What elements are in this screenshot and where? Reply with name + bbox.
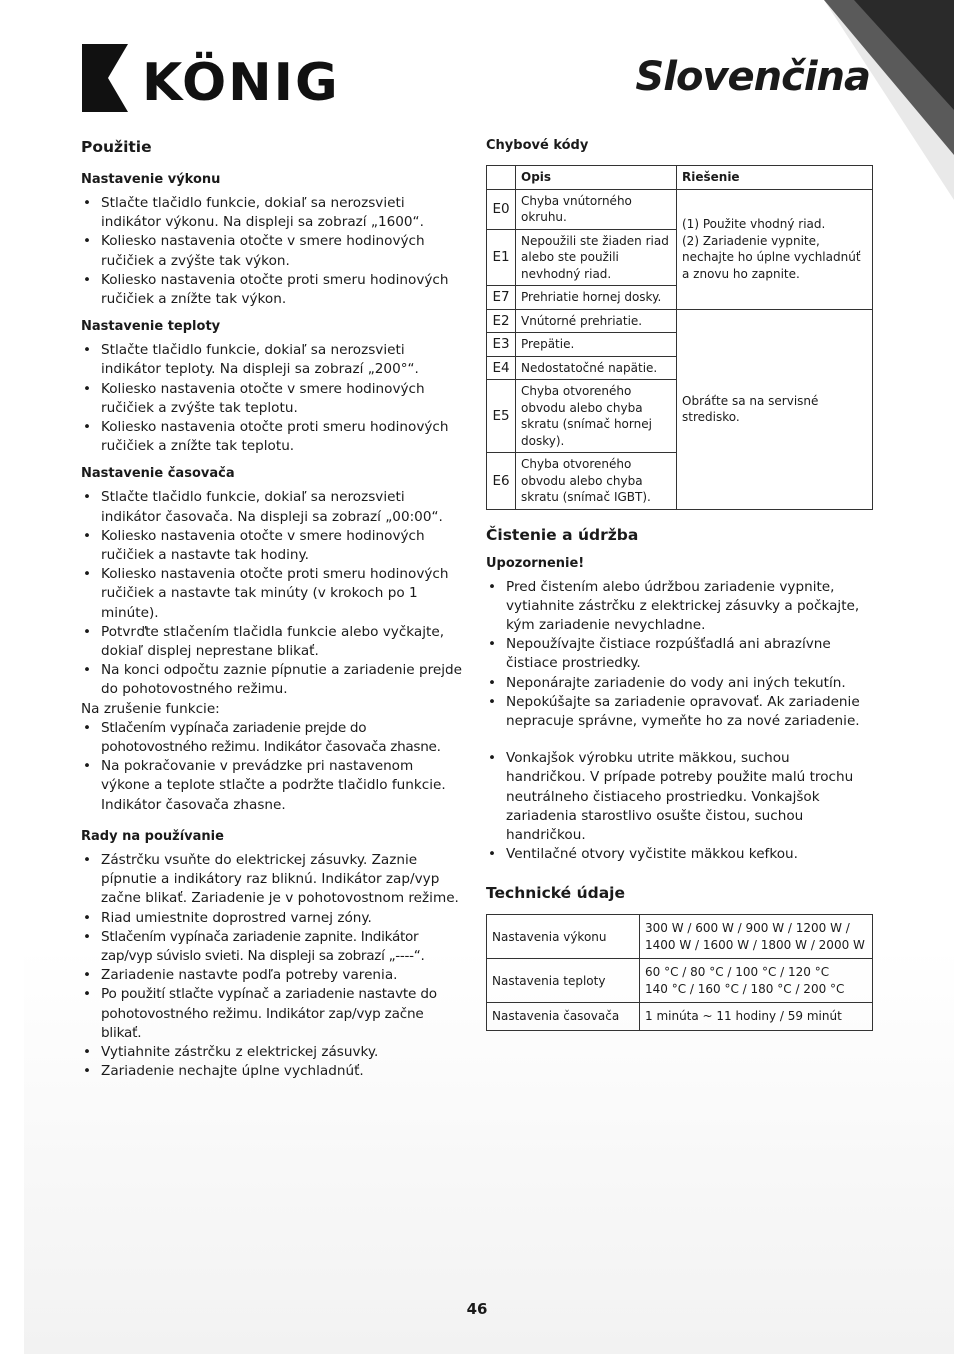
list-item: • Neponárajte zariadenie do vody ani iných tekutín. [486,674,873,693]
cleaning-title: Čistenie a údržba [486,525,639,544]
error-code: E7 [487,286,516,310]
error-desc: Prepätie. [516,333,677,357]
error-code: E2 [487,309,516,333]
list-item: • Riad umiestnite doprostred varnej zóny. [81,909,466,928]
table-row [487,1003,873,1031]
error-code: E3 [487,333,516,357]
list-item: • Stlačením vypínača zariadenie prejde do pohotovostného režimu. Indikátor časovača zhasne. [81,719,466,757]
error-desc: Nedostatočné napätie. [516,356,677,380]
error-code: E1 [487,229,516,286]
right-column [486,138,873,1031]
power-setting-title: Nastavenie výkonu [81,172,221,187]
list-item: • Koliesko nastavenia otočte v smere hodinových ručičiek a zvýšte tak výkon. [81,232,466,270]
table-row [487,189,873,229]
timer-list [81,488,466,699]
table-header-code [487,166,516,190]
brand-text: KÖNIG [142,53,340,113]
list-item: • Potvrďte stlačením tlačidla funkcie alebo vyčkajte, dokiaľ displej neprestane blikať. [81,623,466,661]
list-item: • Zástrčku vsuňte do elektrickej zásuvky. Zaznie pípnutie a indikátory raz bliknú. Indikátor zap/vyp začne blikať. Zariadenie je v pohotovostnom režime. [81,851,466,909]
table-row [487,915,873,959]
page-number: 46 [466,1300,488,1318]
cleaning-warning: Upozornenie! [486,555,585,571]
error-solution: Obráťte sa na servisné stredisko. [677,309,873,509]
list-item: • Koliesko nastavenia otočte proti smeru hodinových ručičiek a znížte tak teplotu. [81,418,466,456]
spec-label: Nastavenia teploty [487,959,640,1003]
list-item: • Stlačte tlačidlo funkcie, dokiaľ sa nerozsvieti indikátor výkonu. Na displeji sa zobrazí „1600“. [81,194,466,232]
table-header-desc: Opis [516,166,677,190]
list-item: • Ventilačné otvory vyčistite mäkkou kefkou. [486,845,873,864]
list-item: • Vonkajšok výrobku utrite mäkkou, suchou handričkou. V prípade potreby použite malú trochu neutrálneho čistiaceho prostriedku. Vonkajšok zariadenia starostlivo osušte čistou, suchou handričkou. [486,749,873,845]
table-header-row [487,166,873,190]
list-item: • Po použití stlačte vypínač a zariadenie nastavte do pohotovostného režimu. Indikátor zap/vyp začne blikať. [81,985,466,1043]
specs-title: Technické údaje [486,884,626,903]
cancel-list [81,719,466,815]
table-row [487,959,873,1003]
list-item: • Stlačte tlačidlo funkcie, dokiaľ sa nerozsvieti indikátor teploty. Na displeji sa zobrazí „200°“. [81,341,466,379]
error-code: E0 [487,189,516,229]
spec-value: 1 minúta ~ 11 hodiny / 59 minút [640,1003,873,1031]
left-column [81,138,466,1088]
error-desc: Vnútorné prehriatie. [516,309,677,333]
list-item: • Vytiahnite zástrčku z elektrickej zásuvky. [81,1043,466,1062]
temperature-list [81,341,466,456]
spec-value: 300 W / 600 W / 900 W / 1200 W / 1400 W / 1600 W / 1800 W / 2000 W [640,915,873,959]
language-title: Slovenčina [635,54,870,100]
list-item: • Koliesko nastavenia otočte v smere hodinových ručičiek a zvýšte tak teplotu. [81,380,466,418]
cleaning-list-2 [486,749,873,864]
temperature-setting-title: Nastavenie teploty [81,319,221,335]
error-desc: Chyba otvoreného obvodu alebo chyba skratu (snímač hornej dosky). [516,380,677,453]
cancel-label: Na zrušenie funkcie: [81,700,220,717]
list-item: • Nepokúšajte sa zariadenie opravovať. Ak zariadenie nepracuje správne, vymeňte ho za nové zariadenie. [486,693,873,731]
list-item: • Koliesko nastavenia otočte proti smeru hodinových ručičiek a znížte tak výkon. [81,271,466,309]
table-header-solution: Riešenie [677,166,873,190]
error-desc: Nepoužili ste žiaden riad alebo ste použili nevhodný riad. [516,229,677,286]
list-item: • Zariadenie nastavte podľa potreby varenia. [81,966,466,985]
specs-table [486,914,873,1031]
error-desc: Chyba otvoreného obvodu alebo chyba skratu (snímač IGBT). [516,453,677,510]
tips-list [81,851,466,1081]
list-item: • Stlačením vypínača zariadenie zapnite. Indikátor zap/vyp súvislo svieti. Na displeji sa zobrazí „----“. [81,928,466,966]
error-code: E5 [487,380,516,453]
spec-label: Nastavenia časovača [487,1003,640,1031]
spec-value: 60 °C / 80 °C / 100 °C / 120 °C 140 °C / 160 °C / 180 °C / 200 °C [640,959,873,1003]
error-desc: Chyba vnútorného okruhu. [516,189,677,229]
power-list [81,194,466,309]
list-item: • Stlačte tlačidlo funkcie, dokiaľ sa nerozsvieti indikátor časovača. Na displeji sa zobrazí „00:00“. [81,488,466,526]
error-codes-table [486,165,873,510]
table-row [487,309,873,333]
list-item: • Na pokračovanie v prevádzke pri nastavenom výkone a teplote stlačte a podržte tlačidlo funkcie. Indikátor časovača zhasne. [81,757,466,815]
konig-logo [80,42,340,114]
cleaning-list [486,578,873,732]
list-item: • Koliesko nastavenia otočte v smere hodinových ručičiek a nastavte tak hodiny. [81,527,466,565]
error-codes-title: Chybové kódy [486,138,589,153]
list-item: • Pred čistením alebo údržbou zariadenie vypnite, vytiahnite zástrčku z elektrickej zásuvky a počkajte, kým zariadenie nevychladne. [486,578,873,636]
usage-title: Použitie [81,138,152,156]
error-desc: Prehriatie hornej dosky. [516,286,677,310]
list-item: • Na konci odpočtu zaznie pípnutie a zariadenie prejde do pohotovostného režimu. [81,661,466,699]
list-item: • Zariadenie nechajte úplne vychladnúť. [81,1062,466,1081]
error-code: E6 [487,453,516,510]
list-item: • Koliesko nastavenia otočte proti smeru hodinových ručičiek a nastavte tak minúty (v krokoch po 1 minúte). [81,565,466,623]
timer-setting-title: Nastavenie časovača [81,466,235,482]
error-code: E4 [487,356,516,380]
error-solution: (1) Použite vhodný riad. (2) Zariadenie vypnite, nechajte ho úplne vychladnúť a znovu ho zapnite. [677,189,873,309]
spec-label: Nastavenia výkonu [487,915,640,959]
list-item: • Nepoužívajte čistiace rozpúšťadlá ani abrazívne čistiace prostriedky. [486,635,873,673]
tips-title: Rady na používanie [81,828,224,844]
